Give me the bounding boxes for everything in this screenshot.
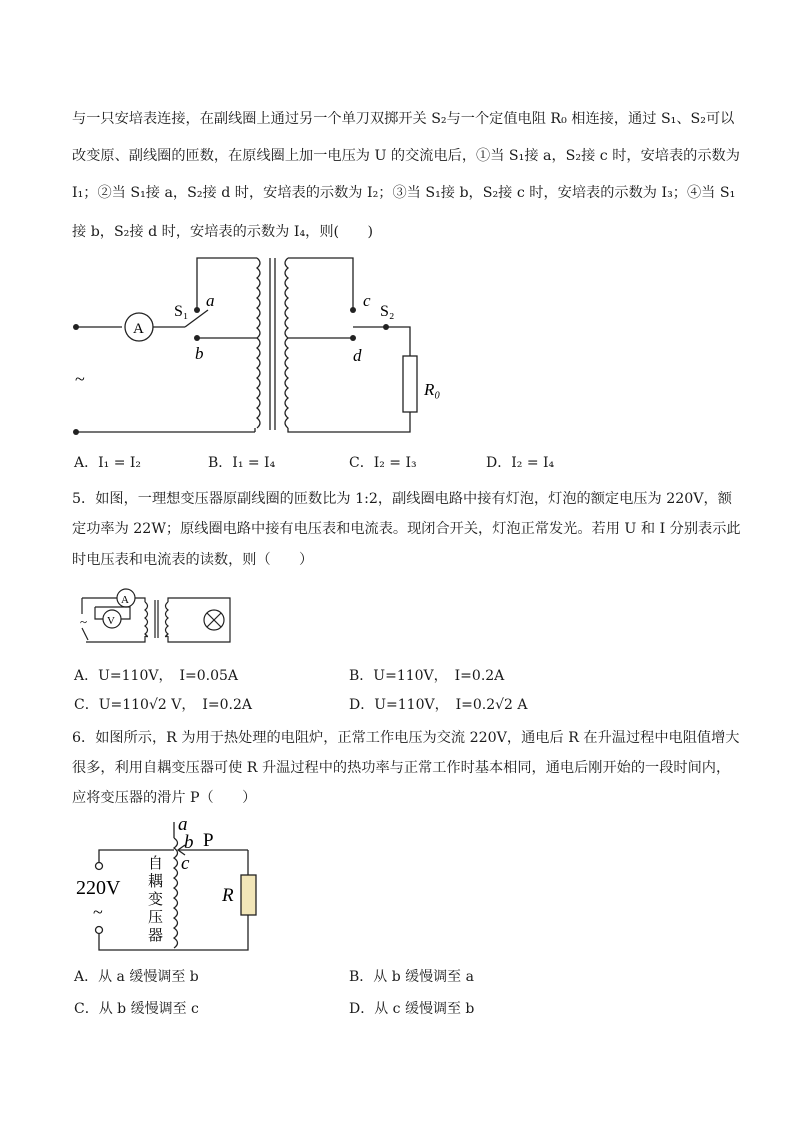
q6-terminal-top [96, 863, 103, 870]
q4-label-c: c [363, 291, 371, 310]
q4-text-line-1: 与一只安培表连接，在副线圈上通过另一个单刀双掷开关 S₂与一个定值电阻 R₀ 相连接，通过 S₁、S₂可以 [72, 111, 735, 127]
q6-text-line-3: 应将变压器的滑片 P（ ） [72, 790, 257, 806]
q5-text-line-3: 时电压表和电流表的读数，则（ ） [72, 552, 314, 568]
q4-option-c[interactable]: C．I₂ = I₃ [349, 455, 417, 471]
q6-wire-r-return [174, 915, 248, 950]
q4-option-d[interactable]: D．I₂ = I₄ [486, 455, 555, 471]
q6-transformer-char-2: 耦 [148, 872, 164, 890]
q4-label-ac: ~ [75, 369, 85, 389]
q5-option-d[interactable]: D．U=110V， I=0.2√2 A [349, 697, 528, 713]
q6-text-line-1: 6．如图所示，R 为用于热处理的电阻炉，正常工作电压为交流 220V，通电后 R 在升温过程中电阻值增大 [72, 730, 740, 746]
q6-transformer-char-5: 器 [148, 926, 164, 944]
q4-label-a: a [206, 291, 215, 310]
q6-transformer-char-4: 压 [148, 908, 164, 926]
q6-text-line-2: 很多，利用自耦变压器可使 R 升温过程中的热功率与正常工作时基本相同，通电后刚开始的一段时间内， [72, 760, 731, 776]
q6-option-a[interactable]: A．从 a 缓慢调至 b [74, 969, 199, 985]
q6-transformer-char-3: 变 [148, 890, 164, 908]
q6-label-r: R [222, 885, 234, 906]
q6-label-c: c [181, 853, 190, 874]
q6-resistor-r [241, 875, 256, 915]
q5-text-line-1: 5．如图，一理想变压器原副线圈的匝数比为 1:2，副线圈电路中接有灯泡，灯泡的额定电压为 220V，额 [72, 491, 732, 507]
q6-label-p: P [203, 830, 214, 851]
q4-option-a[interactable]: A．I₁ = I₂ [74, 455, 142, 471]
q5-option-c[interactable]: C．U=110√2 V， I=0.2A [74, 697, 252, 713]
q4-text-line-3: I₁；②当 S₁接 a，S₂接 d 时，安培表的示数为 I₂；③当 S₁接 b，S₂接 c 时，安培表的示数为 I₃；④当 S₁ [72, 185, 736, 201]
q4-label-b: b [195, 344, 204, 363]
q6-label-b: b [184, 832, 194, 853]
q6-label-ac: ~ [93, 902, 103, 922]
q5-ammeter-label: A [121, 594, 129, 606]
q6-option-b[interactable]: B．从 b 缓慢调至 a [349, 969, 474, 985]
q4-label-r0: R₀ [424, 380, 441, 399]
q4-label-d: d [353, 346, 362, 365]
q6-label-voltage: 220V [76, 877, 121, 899]
q4-label-s2: S₂ [380, 303, 395, 320]
q4-text-line-2: 改变原、副线圈的匝数，在原线圈上加一电压为 U 的交流电后，①当 S₁接 a，S₂接 c 时，安培表的示数为 [72, 148, 740, 164]
ammeter-label: A [133, 321, 144, 337]
q6-label-a: a [178, 814, 188, 835]
q6-option-c[interactable]: C．从 b 缓慢调至 c [74, 1001, 199, 1017]
q4-label-s1: S₁ [174, 303, 189, 320]
q5-voltmeter-label: V [107, 615, 115, 627]
q6-terminal-bottom [96, 927, 103, 934]
q6-transformer-char-1: 自 [148, 854, 164, 872]
q5-option-a[interactable]: A．U=110V， I=0.05A [74, 668, 239, 684]
q6-autotransformer-coil [174, 838, 178, 948]
q6-option-d[interactable]: D．从 c 缓慢调至 b [349, 1001, 475, 1017]
q5-option-b[interactable]: B．U=110V， I=0.2A [349, 668, 505, 684]
q5-text-line-2: 定功率为 22W；原线圈电路中接有电压表和电流表。现闭合开关，灯泡正常发光。若用 U 和 I 分别表示此 [72, 521, 741, 537]
q4-text-line-4: 接 b，S₂接 d 时，安培表的示数为 I₄，则( ) [72, 224, 373, 240]
q5-ac-label: ~ [80, 614, 88, 629]
q4-option-b[interactable]: B．I₁ = I₄ [208, 455, 276, 471]
